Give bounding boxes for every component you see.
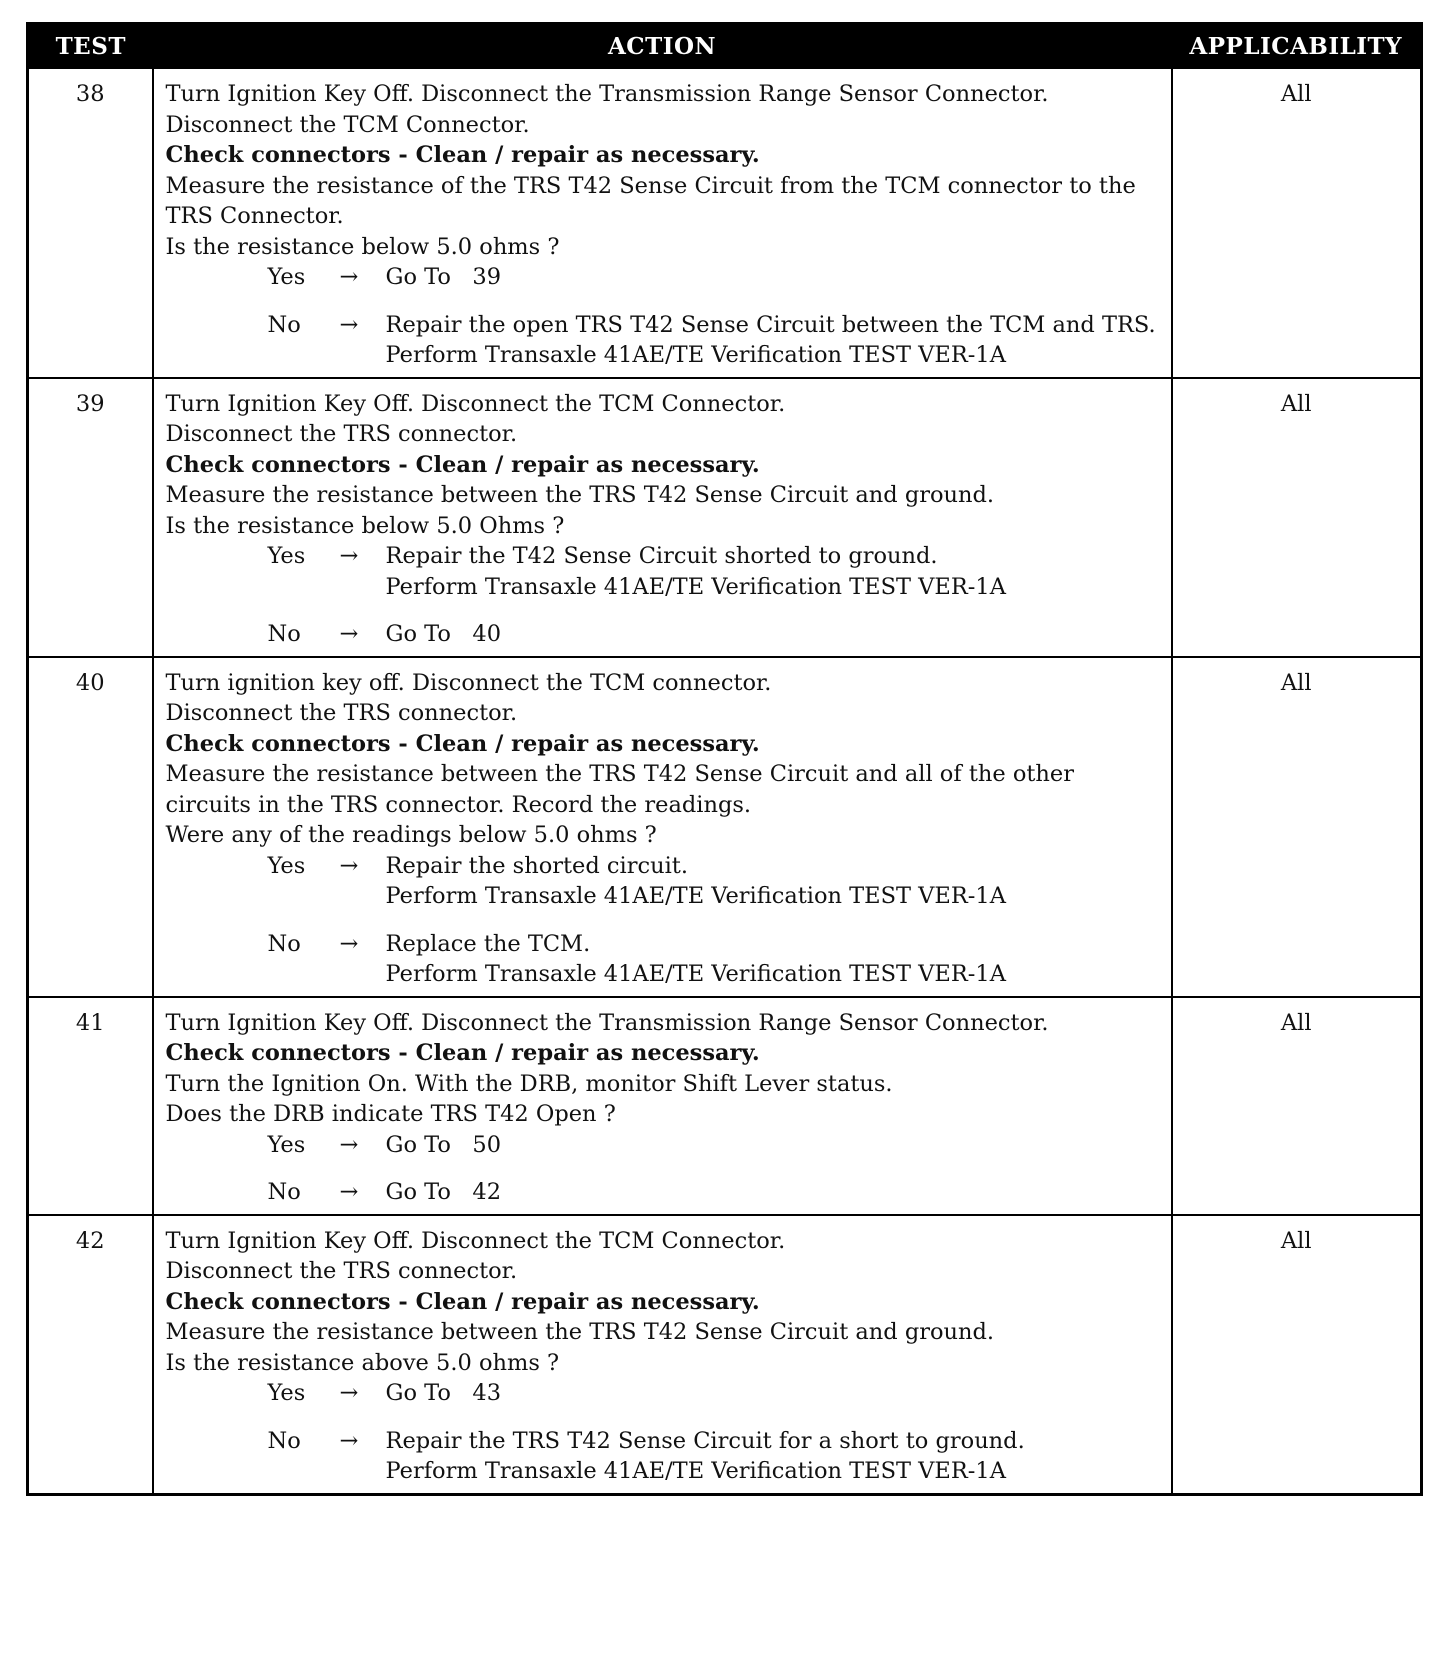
arrow-right-icon: → — [339, 264, 359, 290]
action-text: Disconnect the TRS connector. — [165, 421, 518, 447]
test-number: 42 — [28, 1215, 153, 1495]
action-warning-text: Check connectors - Clean / repair as necessary. — [165, 142, 760, 168]
outcome-action-line: Go To 50 — [385, 1131, 502, 1158]
action-text: Measure the resistance between the TRS T42 Sense Circuit and all of the other circuits in the TRS connector. Record the readings. — [165, 761, 1074, 818]
arrow-right-icon: → — [339, 621, 359, 647]
outcome-action — [386, 310, 1159, 371]
outcome-label: No — [267, 930, 301, 957]
outcome-yes — [268, 541, 1159, 602]
test-number: 39 — [28, 378, 153, 657]
action-text: Measure the resistance between the TRS T42 Sense Circuit and ground. — [165, 482, 995, 508]
arrow-right-icon: → — [339, 1427, 359, 1454]
outcome-label: No — [267, 1427, 301, 1454]
action-text: Were any of the readings below 5.0 ohms ? — [165, 822, 657, 848]
table-row — [28, 378, 1422, 657]
outcome-label: No — [267, 311, 301, 338]
action-text: Measure the resistance between the TRS T42 Sense Circuit and ground. — [165, 1319, 995, 1345]
header-action: ACTION — [153, 24, 1172, 69]
arrow-right-icon: → — [339, 852, 359, 879]
test-number: 38 — [28, 68, 153, 378]
outcome-action-line: Repair the TRS T42 Sense Circuit for a short to ground. — [385, 1427, 1025, 1454]
outcome-action-line: Go To 42 — [385, 1179, 502, 1205]
outcome-no — [268, 310, 1159, 371]
outcome-label: Yes — [267, 543, 306, 569]
outcome-label: Yes — [267, 264, 306, 290]
action-cell — [153, 657, 1172, 997]
outcome-action — [386, 1130, 1159, 1161]
outcome-action — [386, 262, 1159, 293]
outcome-action-line: Perform Transaxle 41AE/TE Verification TEST VER-1A — [385, 342, 1006, 368]
outcome-action — [386, 619, 1159, 650]
action-text: Turn Ignition Key Off. Disconnect the TCM Connector. — [165, 390, 786, 417]
action-warning-text: Check connectors - Clean / repair as necessary. — [165, 1040, 760, 1066]
outcome-action — [386, 851, 1159, 912]
table-row — [28, 1215, 1422, 1495]
applicability-value: All — [1172, 1215, 1422, 1495]
action-text: Disconnect the TRS connector. — [165, 1258, 518, 1284]
outcome-label: Yes — [267, 1380, 306, 1406]
arrow-right-icon: → — [339, 930, 359, 957]
action-text: Measure the resistance of the TRS T42 Sense Circuit from the TCM connector to the TRS Connector. — [165, 172, 1136, 229]
header-row — [28, 24, 1422, 69]
outcome-action-line: Repair the shorted circuit. — [385, 852, 688, 879]
table-row — [28, 68, 1422, 378]
outcome-no — [268, 1177, 1159, 1208]
outcome-action-line: Perform Transaxle 41AE/TE Verification TEST VER-1A — [385, 573, 1006, 600]
outcome-action — [386, 541, 1159, 602]
outcome-action — [386, 929, 1159, 990]
outcome-no — [268, 1426, 1159, 1487]
outcome-action — [386, 1177, 1159, 1208]
diagnostic-test-table — [26, 22, 1423, 1496]
outcome-yes — [268, 1130, 1159, 1161]
table-row — [28, 997, 1422, 1215]
test-number: 40 — [28, 657, 153, 997]
outcome-action-line: Go To 39 — [385, 264, 502, 290]
outcome-label: No — [267, 1179, 301, 1205]
outcome-no — [268, 929, 1159, 990]
arrow-right-icon: → — [339, 1380, 359, 1406]
action-text: Turn Ignition Key Off. Disconnect the Transmission Range Sensor Connector. — [165, 1009, 1049, 1036]
action-cell — [153, 68, 1172, 378]
outcome-yes — [268, 262, 1159, 293]
outcome-no — [268, 619, 1159, 650]
outcome-action-line: Replace the TCM. — [385, 930, 591, 957]
outcome-action — [386, 1378, 1159, 1409]
arrow-right-icon: → — [339, 311, 359, 338]
action-text: Is the resistance below 5.0 Ohms ? — [165, 512, 565, 539]
outcome-action — [386, 1426, 1159, 1487]
outcome-action-line: Perform Transaxle 41AE/TE Verification TEST VER-1A — [385, 961, 1006, 987]
action-cell — [153, 378, 1172, 657]
outcome-label: No — [267, 621, 301, 647]
outcome-action-line: Go To 40 — [385, 621, 502, 647]
outcome-label: Yes — [267, 852, 306, 879]
header-test: TEST — [28, 24, 153, 69]
applicability-value: All — [1172, 378, 1422, 657]
action-text: Is the resistance above 5.0 ohms ? — [165, 1349, 560, 1376]
outcome-action-line: Repair the T42 Sense Circuit shorted to ground. — [385, 543, 938, 569]
action-text: Is the resistance below 5.0 ohms ? — [165, 233, 560, 260]
action-text: Disconnect the TRS connector. — [165, 700, 518, 726]
outcome-yes — [268, 1378, 1159, 1409]
arrow-right-icon: → — [339, 1179, 359, 1205]
applicability-value: All — [1172, 657, 1422, 997]
table-row — [28, 657, 1422, 997]
action-text: Disconnect the TCM Connector. — [165, 111, 530, 138]
table-body — [28, 68, 1422, 1494]
action-text: Does the DRB indicate TRS T42 Open ? — [165, 1101, 616, 1127]
arrow-right-icon: → — [339, 1131, 359, 1158]
header-applicability: APPLICABILITY — [1172, 24, 1422, 69]
action-text: Turn Ignition Key Off. Disconnect the TCM Connector. — [165, 1227, 786, 1254]
action-text: Turn ignition key off. Disconnect the TCM connector. — [165, 669, 772, 696]
applicability-value: All — [1172, 68, 1422, 378]
outcome-action-line: Perform Transaxle 41AE/TE Verification TEST VER-1A — [385, 1458, 1006, 1484]
action-cell — [153, 1215, 1172, 1495]
action-text: Turn Ignition Key Off. Disconnect the Transmission Range Sensor Connector. — [165, 81, 1049, 107]
action-text: Turn the Ignition On. With the DRB, monitor Shift Lever status. — [165, 1070, 893, 1097]
action-warning-text: Check connectors - Clean / repair as necessary. — [165, 1288, 760, 1315]
outcome-action-line: Go To 43 — [385, 1380, 502, 1406]
action-warning-text: Check connectors - Clean / repair as necessary. — [165, 451, 760, 478]
outcome-action-line: Perform Transaxle 41AE/TE Verification TEST VER-1A — [385, 883, 1006, 909]
arrow-right-icon: → — [339, 543, 359, 569]
applicability-value: All — [1172, 997, 1422, 1215]
action-warning-text: Check connectors - Clean / repair as necessary. — [165, 730, 760, 757]
action-cell — [153, 997, 1172, 1215]
outcome-label: Yes — [267, 1131, 306, 1158]
outcome-yes — [268, 851, 1159, 912]
test-number: 41 — [28, 997, 153, 1215]
outcome-action-line: Repair the open TRS T42 Sense Circuit between the TCM and TRS. — [385, 311, 1156, 338]
